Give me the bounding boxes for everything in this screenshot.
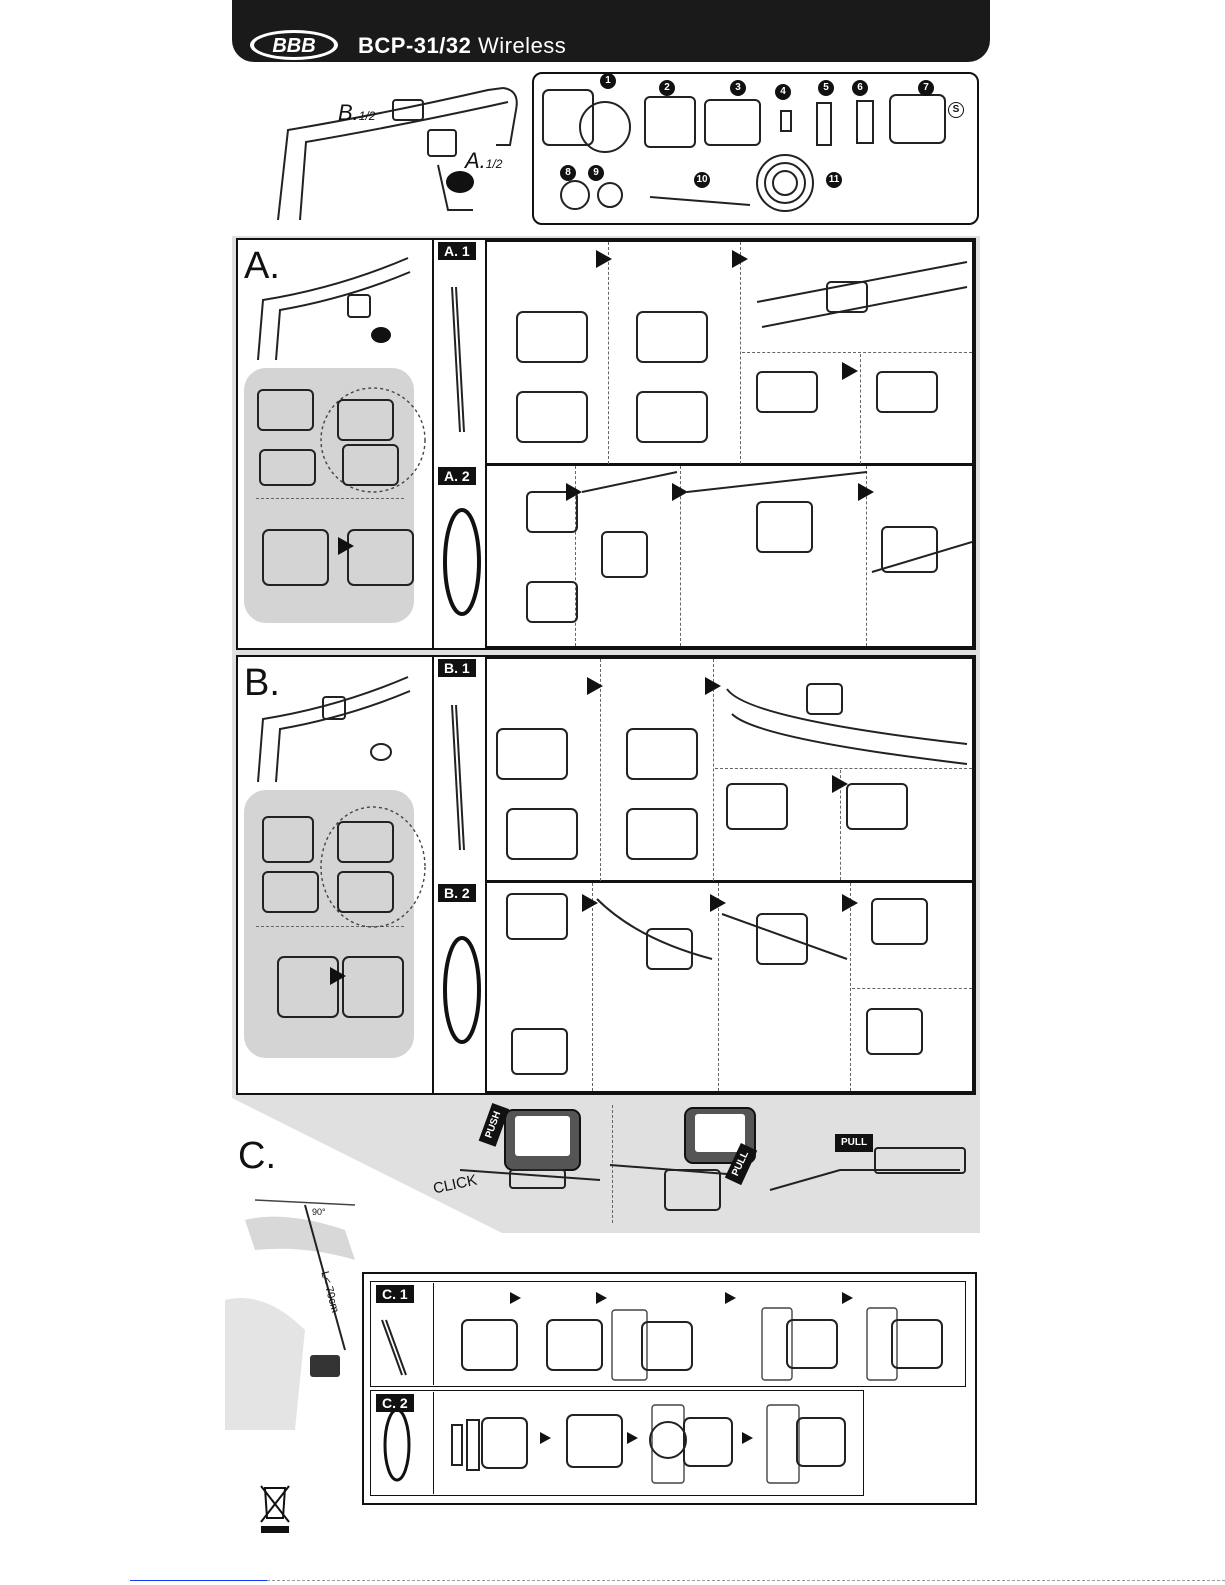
section-b-left-illustrations	[238, 657, 434, 1093]
step-b1-label: B. 1	[438, 659, 476, 677]
click-label: CLICK	[431, 1171, 479, 1198]
b1-next-arrow-2	[705, 677, 721, 695]
c1-next-arrow-1	[510, 1292, 521, 1304]
part-number-11: 11	[826, 172, 842, 188]
part-number-3: 3	[730, 80, 746, 96]
b2-next-arrow-2	[710, 894, 726, 912]
page-title	[358, 33, 566, 59]
step-a2-label: A. 2	[438, 467, 476, 485]
section-a-assembly-arrow	[338, 537, 354, 555]
section-b-step-illustrations	[487, 659, 972, 1091]
part-number-2: 2	[659, 80, 675, 96]
a2-next-arrow-3	[858, 483, 874, 501]
part-number-7: 7	[918, 80, 934, 96]
a1-next-arrow-2	[732, 250, 748, 268]
part-number-6: 6	[852, 80, 868, 96]
part-number-5: 5	[818, 80, 834, 96]
parts-illustration	[535, 75, 975, 222]
c1-next-arrow-2	[596, 1292, 607, 1304]
model-suffix: Wireless	[477, 33, 567, 58]
bottom-fold-line	[267, 1580, 1225, 1581]
step-b2-label: B. 2	[438, 884, 476, 902]
c2-next-arrow-1	[540, 1432, 551, 1444]
pull-label-1: PULL	[725, 1143, 757, 1185]
section-b-label: B.	[244, 662, 280, 704]
pull-label-2: PULL	[835, 1134, 873, 1152]
section-b-assembly-arrow	[330, 967, 346, 985]
section-b-zip-tie-and-ring	[436, 680, 486, 1080]
part-number-10: 10	[694, 172, 710, 188]
a2-next-arrow-2	[672, 483, 688, 501]
model-name: BCP-31/32	[358, 33, 472, 58]
a1-next-arrow-1	[596, 250, 612, 268]
section-c-step-illustrations	[372, 1300, 962, 1495]
section-a-left-illustrations	[238, 240, 434, 648]
length-label: L< 70cm	[318, 1270, 341, 1315]
a2-next-arrow-1	[566, 483, 582, 501]
b2-next-arrow-3	[842, 894, 858, 912]
section-a-step-illustrations	[487, 242, 972, 646]
push-label: PUSH	[479, 1103, 510, 1147]
c2-next-arrow-3	[742, 1432, 753, 1444]
overview-label-b: B.1/2	[338, 100, 376, 125]
section-a-label: A.	[244, 245, 280, 287]
section-c-label: C.	[238, 1135, 276, 1177]
part-number-9: 9	[588, 165, 604, 181]
part-number-1: 1	[600, 73, 616, 89]
header-bar	[232, 0, 990, 62]
step-c2-label: C. 2	[376, 1394, 414, 1412]
part-number-4: 4	[775, 84, 791, 100]
section-b-column-divider	[432, 655, 434, 1095]
section-a-column-divider	[432, 238, 434, 650]
section-a-zip-tie-and-ring	[436, 262, 486, 642]
c1-next-arrow-3	[725, 1292, 736, 1304]
bottom-link-underline	[130, 1580, 267, 1581]
section-c-bike-fork-illustration	[225, 1190, 375, 1430]
bbb-logo-icon	[248, 28, 340, 62]
brand-text: BBB	[272, 35, 316, 57]
overview-label-a: A.1/2	[465, 148, 503, 173]
step-c1-label: C. 1	[376, 1285, 414, 1303]
weee-crossed-bin-icon	[255, 1480, 295, 1535]
part-letter-s: S	[948, 102, 964, 118]
c1-next-arrow-4	[842, 1292, 853, 1304]
b1-next-arrow-1	[587, 677, 603, 695]
c2-next-arrow-2	[627, 1432, 638, 1444]
angle-label: 90°	[312, 1207, 326, 1217]
b2-next-arrow-1	[582, 894, 598, 912]
section-c-mount-illustrations	[440, 1100, 980, 1230]
a1-next-arrow-3	[842, 362, 858, 380]
part-number-8: 8	[560, 165, 576, 181]
step-a1-label: A. 1	[438, 242, 476, 260]
b1-next-arrow-3	[832, 775, 848, 793]
